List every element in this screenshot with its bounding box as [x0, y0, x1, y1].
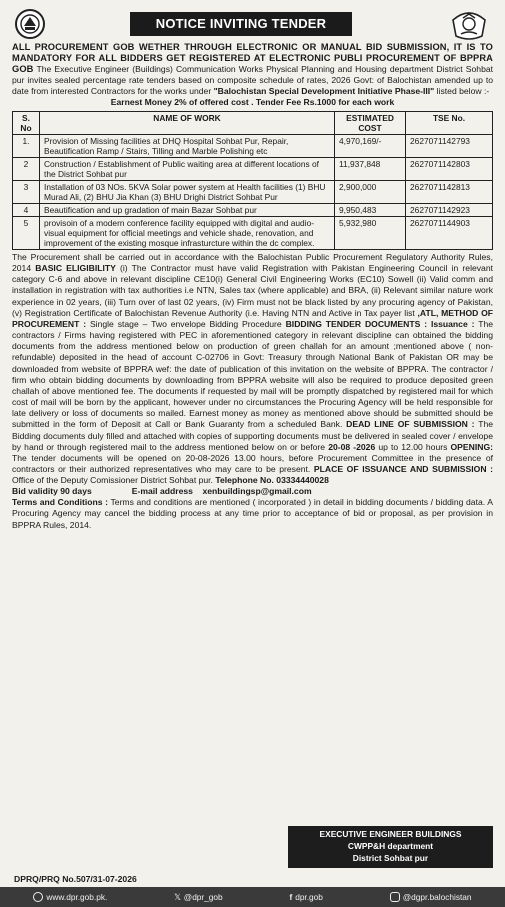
eligibility-text: (i) The Contractor must have valid Registration with Pakistan Engineering Council in relevant category C-6 and above in relevant discipline CE10(i) General Civil Engineering Works (EC10) Sowell (ii) Valid comm and installation in registration with tax authorities i.e NTN, Sales tax (where applicable) and BRA, (ii) Relevant similar nature work experience in 02 years, (iii) Turn over of last 02 years, (iv) Firm must not be black listed by any procuring agency of Pakistan, (v) Registration Certificate of Balochistan Revenue Authority (i.e. Having NTN and Active in Tax payer list [12, 263, 493, 318]
intro-paragraph [12, 42, 493, 108]
signatory-district: District Sohbat pur [352, 853, 429, 863]
opening-text: The tender documents will be opened on 20-08-2026 13.00 hours, before Procurement Committee in the presence of contractors or their authorized representatives who may care to be present. [12, 452, 493, 474]
instagram-handle: @dgpr.balochistan [402, 892, 472, 902]
intro-text: The Executive Engineer (Buildings) Communication Works Physical Planning and Housing department District Sohbat pur invites sealed percentage rate tenders based on composite schedule of rates, 2026 Govt: of Balochistan amended up to date from interested Contractors for the works under [12, 64, 494, 96]
cell-tse: 2627071142813 [406, 181, 493, 204]
telephone-label: Telephone No. [215, 475, 274, 486]
bidding-documents-heading: BIDDING TENDER DOCUMENTS : Issuance : [285, 318, 475, 329]
instagram-item[interactable] [390, 887, 472, 907]
dprq-number: DPRQ/PRQ No.507/31-07-2026 [14, 874, 137, 884]
deadline-time: up to 12.00 hours [378, 441, 448, 452]
notice-header [12, 6, 493, 42]
terms-conditions [12, 497, 493, 530]
col-tse-no: TSE No. [406, 112, 493, 135]
website-item[interactable] [33, 887, 107, 907]
website-text: www.dpr.gob.pk. [46, 892, 108, 902]
scheme-name: "Balochistan Special Development Initiative Phase-III" [213, 86, 435, 96]
opening-heading: OPENING: [450, 441, 493, 452]
col-estimated-cost: ESTIMATED COST [335, 112, 406, 135]
col-sno: S. No [13, 112, 40, 135]
table-row [13, 181, 493, 204]
deadline-heading: DEAD LINE OF SUBMISSION : [346, 419, 475, 430]
signatory-title: EXECUTIVE ENGINEER BUILDINGS [319, 829, 462, 839]
cell-sno: 1. [13, 135, 40, 158]
table-header-row [13, 112, 493, 135]
bidding-documents-text: The contractors / Firms having registered with PEC in aforementioned category in relevant discipline can obtained the bidding documents from the address mentioned below on production of green challah for an amount ;mentioned above ( non-refundable) deposited in the head of account C-02706 in Govt: Treasury through National Bank of Pakistan OR may be downloaded from website of BPPRA wef: the date of publication of this invitation on the website of BPPRA. The contractor / firm who obtain bidding documents by downloading from BPPRA website will also be required to produce deposited green challah of above mentioned fee. The documents if requested by mail will be promptly dispatched by registered mail for which cost of mail will be born by the applicant, however under no circumstances the Procuring Agency will be held responsible for late delivery or loss of documents so mailed. Earnest money as money as mentioned above should be submitted should be submitted in the form of Deposit at Call or Bank Guaranty from a scheduled Bank. [12, 318, 494, 430]
cell-sno: 4 [13, 204, 40, 217]
signatory-department: CWPP&H department [347, 841, 434, 851]
atl-label: ,ATL, [417, 307, 439, 318]
intro-text-end: listed below :- [436, 86, 490, 96]
cell-tse: 2627071142793 [406, 135, 493, 158]
globe-icon [33, 892, 43, 902]
cell-work: Construction / Establishment of Public waiting area at different locations of the District Sohbat pur [40, 158, 335, 181]
twitter-item[interactable] [174, 887, 223, 907]
table-row [13, 204, 493, 217]
method-text: Single stage – Two envelope Bidding Procedure [89, 318, 282, 329]
cell-cost: 11,937,848 [335, 158, 406, 181]
col-name-of-work: NAME OF WORK [40, 112, 335, 135]
cell-work: provisoin of a modern conference facility equipped with digital and audio-visual equipment for official meetings and vehicle shade, renovation, and improvement of the existing mosque infrasturcture within the dc complex. [40, 217, 335, 250]
cell-cost: 5,932,980 [335, 217, 406, 250]
government-crest-logo [14, 8, 46, 40]
mandatory-registration-notice: ALL PROCUREMENT GOB WETHER THROUGH ELECTRONIC OR MANUAL BID SUBMISSION, IT IS TO MANDATORY FOR ALL BIDDERS GET REGISTERED AT ELECTRONIC PUBLI PROCUREMENT OF BPPRA GOB [12, 42, 493, 74]
table-row [13, 158, 493, 181]
email-label: E-mail address [131, 486, 193, 497]
cell-work: Installation of 03 NOs. 5KVA Solar power system at Health facilities (1) BHU Murad Ali, (2) BHU Jia Khan (3) BHU Drighi District Sohbat Pur [40, 181, 335, 204]
cell-tse: 2627071144903 [406, 217, 493, 250]
place-heading: PLACE OF ISSUANCE AND SUBMISSION : [313, 463, 494, 474]
facebook-icon: f [289, 892, 293, 902]
cell-cost: 2,900,000 [335, 181, 406, 204]
terms-text: Terms and conditions are mentioned ( incorporated ) in detail in bidding documents / bidding data. A Procuring Agency may cancel the bidding process at any time prior to acceptance of bid or proposal, as per provision in BPPRA Rules, 2014. [12, 497, 494, 530]
instagram-icon [390, 892, 400, 902]
basic-eligibility-heading: BASIC ELIGIBILITY [35, 263, 116, 274]
cell-cost: 4,970,169/- [335, 135, 406, 158]
works-table [12, 111, 493, 250]
social-footer-bar [0, 887, 505, 907]
cell-tse: 2627071142803 [406, 158, 493, 181]
telephone-number: 03334440028 [276, 475, 329, 486]
tender-conditions [12, 252, 493, 486]
cell-work: Provision of Missing facilities at DHQ Hospital Sohbat Pur, Repair, Beautification Ramp / Stairs, Tilling and Marble Polishing etc [40, 135, 335, 158]
notice-title: NOTICE INVITING TENDER [130, 12, 352, 36]
cell-sno: 2 [13, 158, 40, 181]
table-row [13, 135, 493, 158]
earnest-money-line: Earnest Money 2% of offered cost . Tender Fee Rs.1000 for each work [110, 97, 395, 107]
procurement-rules-text: The Procurement shall be carried out in accordance with the Balochistan Public Procurement Regulatory Authority Rules, 2014 [12, 252, 493, 274]
cell-sno: 5 [13, 217, 40, 250]
executive-engineer-signature-box [288, 826, 493, 868]
email-address: xenbuildingsp@gmail.com [202, 486, 312, 497]
terms-heading: Terms and Conditions : [12, 497, 109, 508]
cell-work: Beautification and up gradation of main Bazar Sohbat pur [40, 204, 335, 217]
cell-sno: 3 [13, 181, 40, 204]
cell-cost: 9,950,483 [335, 204, 406, 217]
method-of-procurement-heading: METHOD OF PROCUREMENT : [12, 307, 494, 329]
deadline-text: The Bidding documents duly filled and attached with copies of supporting documents must be delivered in sealed cover / envelope by hand or through registered mail to the address mentioned below on or before [12, 419, 494, 452]
facebook-item[interactable] [289, 887, 322, 907]
cell-tse: 2627071142923 [406, 204, 493, 217]
twitter-icon: 𝕏 [174, 892, 181, 902]
twitter-handle: @dpr_gob [183, 892, 223, 902]
table-row [13, 217, 493, 250]
validity-email-line [12, 486, 493, 497]
place-text: Office of the Deputy Comissioner District Sohbat pur. [12, 475, 213, 486]
bid-validity: Bid validity 90 days [12, 486, 92, 497]
balochistan-emblem-logo [449, 8, 489, 40]
facebook-handle: dpr.gob [295, 892, 323, 902]
deadline-date: 20-08 -2026 [328, 441, 376, 452]
